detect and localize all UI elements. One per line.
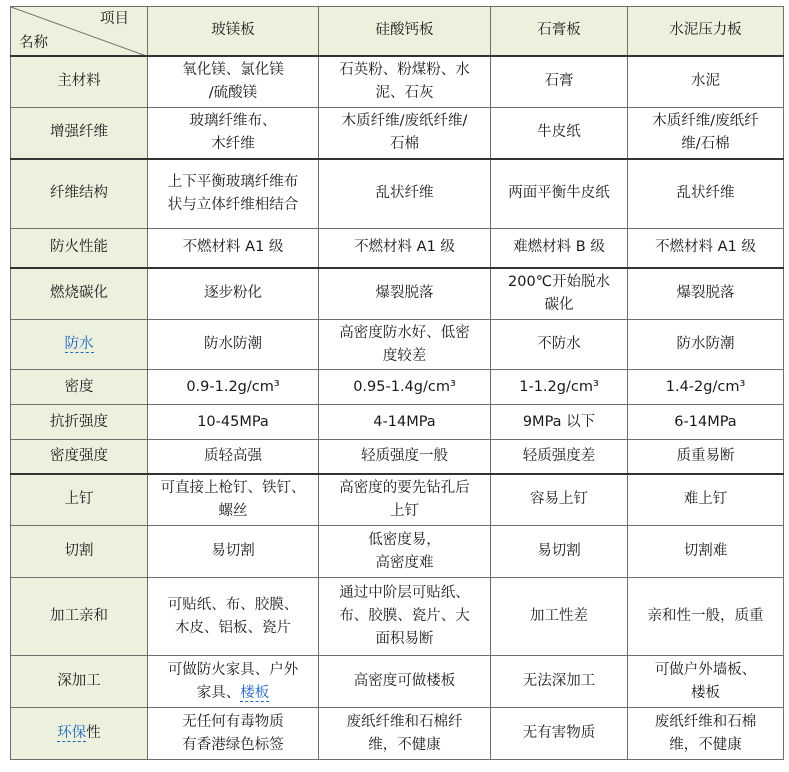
inline-link[interactable]: 楼板 (240, 684, 270, 701)
cell-line: 石英粉、粉煤粉、水 (339, 61, 470, 78)
cell-line: 高密度防水好、低密 (339, 324, 470, 341)
table-cell (319, 320, 491, 370)
cell-line: 200℃开始脱水 (508, 273, 610, 290)
header-row (11, 7, 784, 56)
cell-line: 玻璃纤维布、 (189, 112, 277, 129)
cell-line: 高密度的要先钻孔后 (339, 479, 470, 496)
cell-line: 泥、石灰 (375, 84, 434, 101)
cell-line: 4-14MPa (373, 413, 436, 430)
cell-line: 石棉 (390, 135, 419, 152)
cell-line: 木质纤维/废纸纤维/ (341, 112, 468, 129)
table-row (11, 708, 784, 760)
row-label-text: 密度强度 (50, 447, 108, 464)
table-cell (628, 370, 784, 405)
row-label-link[interactable]: 防水 (64, 336, 94, 352)
row-label (11, 474, 148, 526)
cell-line: 通过中阶层可贴纸、 (339, 585, 470, 601)
table-cell (491, 320, 628, 370)
table-cell (628, 159, 784, 229)
cell-line: 1-1.2g/cm³ (519, 378, 599, 395)
row-label-text: 加工亲和 (50, 608, 108, 624)
table-cell (491, 708, 628, 760)
table-row (11, 320, 784, 370)
table-cell (319, 159, 491, 229)
table-cell (491, 159, 628, 229)
cell-line: 两面平衡牛皮纸 (508, 185, 610, 202)
table-cell (148, 229, 319, 268)
cell-line: 低密度易， (368, 531, 441, 548)
table-row (11, 474, 784, 526)
row-label-text: 深加工 (57, 673, 101, 689)
table-cell (628, 320, 784, 370)
cell-line: 难燃材料 B 级 (513, 239, 605, 256)
cell-line: 维，不健康 (368, 736, 441, 753)
table-cell (628, 268, 784, 320)
row-label (11, 526, 148, 578)
cell-line: 容易上钉 (530, 491, 588, 508)
table-cell (491, 526, 628, 578)
cell-line: 高密度可做楼板 (353, 673, 456, 689)
cell-line: 木纤维 (211, 135, 255, 152)
table-cell (148, 268, 319, 320)
table-cell (628, 108, 784, 159)
table-cell (319, 370, 491, 405)
row-label-suffix: 性 (86, 725, 101, 741)
table-cell (491, 656, 628, 708)
corner-label-name: 名称 (19, 34, 48, 51)
table-cell (319, 578, 491, 656)
table-cell (491, 578, 628, 656)
cell-line: 易切割 (211, 543, 255, 559)
cell-line: 度较差 (382, 347, 427, 364)
cell-line: 废纸纤维和石棉 (654, 713, 757, 730)
table-cell (628, 440, 784, 474)
table-row (11, 578, 784, 656)
row-label (11, 656, 148, 708)
row-label-text: 切割 (64, 543, 94, 559)
cell-line: 可直接上枪钉、铁钉、 (160, 479, 306, 496)
cell-line: 螺丝 (218, 502, 248, 519)
cell-line: 可贴纸、布、胶膜、 (167, 596, 299, 613)
row-label (11, 159, 148, 229)
table-cell (491, 268, 628, 320)
table-cell (148, 108, 319, 159)
table-cell (319, 440, 491, 474)
cell-line: 石膏 (544, 73, 574, 90)
cell-line: 牛皮纸 (537, 124, 581, 141)
column-header-gypsum-board: 石膏板 (491, 7, 628, 56)
cell-line: 6-14MPa (674, 413, 737, 430)
cell-line: 废纸纤维和石棉纤 (346, 713, 463, 730)
cell-line: 防水防潮 (676, 336, 735, 352)
cell-line: 1.4-2g/cm³ (665, 378, 746, 395)
cell-line: 氧化镁、氯化镁 (182, 61, 284, 78)
table-row (11, 56, 784, 108)
table-cell (491, 405, 628, 440)
table-cell (319, 405, 491, 440)
cell-line: 高密度难 (375, 554, 434, 571)
cell-line: 无任何有毒物质 (182, 713, 284, 730)
row-label (11, 268, 148, 320)
table-cell (628, 56, 784, 108)
row-label-text: 密度 (64, 378, 94, 395)
table-cell (148, 578, 319, 656)
cell-line: 轻质强度差 (522, 447, 596, 464)
cell-line: 楼板 (691, 684, 720, 701)
table-body (11, 56, 784, 760)
row-label-text: 纤维结构 (50, 185, 108, 202)
cell-line: 逐步粉化 (204, 285, 262, 302)
row-label-text: 上钉 (64, 491, 94, 508)
table-row (11, 440, 784, 474)
table-cell (148, 708, 319, 760)
table-cell (148, 320, 319, 370)
row-label (11, 108, 148, 159)
table-row (11, 405, 784, 440)
table-cell (319, 656, 491, 708)
cell-line: 无有害物质 (522, 725, 596, 741)
comparison-table (10, 6, 784, 760)
row-label-text: 增强纤维 (50, 124, 108, 141)
table-cell (148, 656, 319, 708)
cell-line: 加工性差 (530, 608, 588, 624)
row-label (11, 708, 148, 760)
table-cell (628, 474, 784, 526)
cell-line: 家具、楼板 (196, 684, 270, 701)
row-label (11, 578, 148, 656)
table-cell (319, 474, 491, 526)
cell-line: 可做户外墙板、 (654, 661, 757, 678)
cell-line: /硫酸镁 (208, 84, 258, 101)
table-cell (491, 474, 628, 526)
table-cell (148, 474, 319, 526)
table-cell (628, 405, 784, 440)
cell-line: 乱状纤维 (676, 185, 735, 202)
cell-line: 面积易断 (375, 631, 434, 647)
table-row (11, 108, 784, 159)
table-cell (491, 56, 628, 108)
table-row (11, 370, 784, 405)
column-header-cement-pressure-board: 水泥压力板 (628, 7, 784, 56)
table-cell (148, 370, 319, 405)
table-row (11, 656, 784, 708)
table-cell (628, 656, 784, 708)
cell-line: 木皮、铝板、瓷片 (175, 619, 291, 636)
cell-line: 难上钉 (683, 491, 728, 508)
table-cell (628, 229, 784, 268)
table-row (11, 159, 784, 229)
cell-line: 乱状纤维 (375, 185, 434, 202)
cell-line: 不燃材料 A1 级 (182, 239, 284, 256)
table-cell (628, 578, 784, 656)
row-label-text: 燃烧碳化 (50, 285, 108, 302)
table-cell (319, 526, 491, 578)
table-cell (319, 229, 491, 268)
cell-line: 碳化 (544, 296, 574, 313)
cell-line: 木质纤维/废纸纤 (652, 112, 759, 129)
table-cell (148, 526, 319, 578)
cell-line: 质轻高强 (204, 447, 262, 464)
row-label (11, 440, 148, 474)
table-cell (491, 108, 628, 159)
cell-line: 0.95-1.4g/cm³ (353, 378, 456, 395)
cell-line: 质重易断 (676, 447, 735, 464)
row-label-text: 主材料 (57, 73, 101, 90)
row-label (11, 370, 148, 405)
row-label (11, 405, 148, 440)
table-cell (319, 708, 491, 760)
cell-line: 10-45MPa (197, 413, 269, 430)
table-cell (148, 440, 319, 474)
row-label-text: 防火性能 (50, 239, 108, 256)
cell-line: 0.9-1.2g/cm³ (186, 378, 280, 395)
table-cell (148, 405, 319, 440)
row-label-link[interactable]: 环保 (57, 725, 87, 741)
table-cell (628, 708, 784, 760)
cell-line: 爆裂脱落 (375, 285, 434, 302)
cell-line: 水泥 (691, 73, 720, 90)
table-cell (319, 268, 491, 320)
cell-line: 维/石棉 (681, 135, 730, 152)
cell-line: 不燃材料 A1 级 (354, 239, 455, 256)
cell-line: 维，不健康 (669, 736, 742, 753)
table-row (11, 526, 784, 578)
cell-line: 爆裂脱落 (676, 285, 735, 302)
table-cell (148, 56, 319, 108)
cell-line: 布、胶膜、瓷片、大 (339, 608, 470, 624)
cell-line: 不燃材料 A1 级 (655, 239, 756, 256)
corner-label-item: 项目 (100, 11, 129, 27)
table-cell (319, 108, 491, 159)
column-header-glass-magnesium-board: 玻镁板 (148, 7, 319, 56)
cell-line: 9MPa 以下 (522, 413, 596, 430)
table-cell (491, 440, 628, 474)
table-cell (319, 56, 491, 108)
cell-line: 无法深加工 (522, 673, 596, 689)
row-label (11, 56, 148, 108)
cell-line: 防水防潮 (204, 336, 262, 352)
cell-line: 上钉 (390, 502, 419, 519)
cell-line: 状与立体纤维相结合 (167, 196, 299, 213)
column-header-calcium-silicate-board: 硅酸钙板 (319, 7, 491, 56)
table-cell (491, 229, 628, 268)
table-row (11, 229, 784, 268)
row-label (11, 320, 148, 370)
table-cell (628, 526, 784, 578)
cell-line: 可做防火家具、户外 (167, 661, 299, 678)
cell-line: 上下平衡玻璃纤维布 (167, 173, 299, 190)
row-label (11, 229, 148, 268)
cell-line: 不防水 (537, 336, 581, 352)
table-row (11, 268, 784, 320)
header-corner-cell (11, 7, 148, 56)
cell-line: 有香港绿色标签 (182, 736, 284, 753)
table-cell (148, 159, 319, 229)
table-cell (491, 370, 628, 405)
cell-line: 轻质强度一般 (361, 447, 448, 464)
cell-line: 易切割 (537, 543, 581, 559)
cell-line: 切割难 (683, 543, 728, 559)
cell-line: 亲和性一般，质重 (647, 608, 764, 624)
row-label-text: 抗折强度 (50, 413, 108, 430)
